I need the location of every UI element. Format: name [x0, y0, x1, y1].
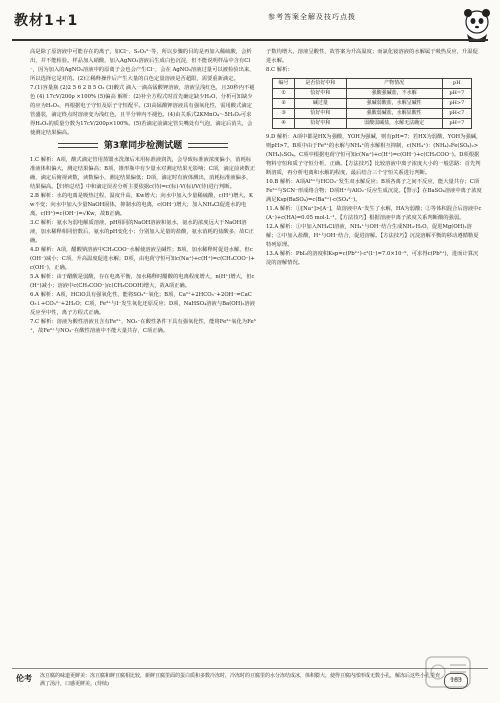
answer-item: 6.A 解析：A项，HClO具有强氧化性，能将SO₃²⁻氧化；B项，Ca²⁺+2HCO₃⁻+2OH⁻=CaCO₃↓+CO₃²⁻+2H₂O；C项，Fe³⁺与I⁻发生氧化还原反应；D项，NaHSO₄溶液与Ba(OH)₂溶液反应至中性，离子方程式正确。 [30, 292, 256, 316]
table-header-cell: 是否恰好中和 [295, 79, 347, 89]
table-header-cell: 产物情况 [346, 79, 442, 89]
table-cell: pH>7 [442, 99, 471, 109]
left-intro-paragraph: 高是除了原溶液中可能存在的离子，如Cl⁻、S₂O₃²⁻等，所以步骤的目的是再加入稀硫酸，会析出，并不能检验。样品加入硝酸，加入AgNO₃溶液后生成白色沉淀，但不能说明样品中含有Cl⁻，因为加入的AgNO₃溶液中的原离子会也会产生Cl⁻，会在 AgNO₃溶液过量可以被检验出来，所以选择它是对的。(2)②稀释操作后产生大量的白色定量溶液是否超限，需要重新滴定。 [30, 49, 255, 82]
header-title: 参考答案全解及技巧点拨 [268, 13, 356, 21]
table-cell: 恰好中和 [295, 119, 347, 129]
left-column [30, 48, 256, 336]
stamp-icon [424, 655, 472, 689]
table-cell: ② [273, 99, 295, 109]
table-cell: pH<7 [442, 109, 471, 119]
answer-item-label: 8.C 解析： [266, 67, 293, 73]
answer-item: 11.A 解析：①[Na⁺]>[A⁻]，故溶液中A⁻发生了水解，HA为弱酸；②等体积混合后溶液中c(A⁻)+c(HA)=0.05 mol·L⁻¹。【方法技巧】根据溶液中离子浓度关系判断酸的强弱。 [266, 206, 482, 221]
answer-item: 10.B 解析：A项Al³⁺与HCO₃⁻发生双水解反应；B项各离子之间不反应，能大量共存；C项Fe³⁺与SCN⁻形成络合物；D项H⁺与AlO₂⁻反应生成沉淀。【警示】在BaSO₄溶液中离子浓度满足Ksp(BaSO₄)=c(Ba²⁺)·c(SO₄²⁻)。 [266, 179, 482, 203]
table-cell: 弱酸弱碱盐，水解无法确定 [346, 119, 442, 129]
footer-logo: 伦考 [16, 674, 32, 683]
answer-item: 1.C 解析：A项，酸式滴定管用蒸馏水洗涤后未用标准液润洗，会导致标准液浓度偏小，消耗标准液体积偏大，测定结果偏高；B项，锥形瓶中有少量水对测定结果无影响；C项，滴定前读数正确，滴定后俯视读数，读数偏小，测定结果偏低；D项，滴定时有液体溅出，消耗标准液偏多，结果偏高。【归纳总结】中和滴定误差分析主要依据c(待)=c(标)·V(标)/V(待)进行判断。 [30, 157, 256, 190]
section-title: 第3章同步检测试题 [30, 142, 256, 151]
page-footer [12, 668, 488, 695]
table-cell: 强酸弱碱盐，水解显酸性 [346, 109, 442, 119]
table-header-cell: pH [442, 79, 471, 89]
table-cell: 恰好中和 [295, 109, 347, 119]
table-row [273, 89, 472, 99]
header-rule [12, 39, 488, 41]
table-header-row [273, 79, 472, 89]
table-cell: pH=7 [442, 89, 471, 99]
table-cell: 强碱弱酸盐，水解呈碱性 [346, 99, 442, 109]
answer-item: 7.C 解析：溶液为酸性溶液且含有Fe²⁺，NO₃⁻在酸性条件下具有强氧化性，能将Fe²⁺氧化为Fe³⁺，故Fe²⁺与NO₃⁻在酸性溶液中不能大量共存，C项正确。 [30, 319, 256, 334]
answer-item: 2.B 解析：水的电离是吸热过程，温度升高，Kw增大；向水中加入少量稀硫酸，c(H⁺)增大，Kw不变；向水中加入少量NaOH固体，抑制水的电离，c(OH⁻)增大；加入NH₄Cl促进水的电离。c(H⁺)=c(OH⁻)=√Kw，故B正确。 [30, 193, 253, 217]
table-header-cell: 编号 [273, 79, 295, 89]
table-row [273, 119, 472, 129]
table-row [273, 99, 472, 109]
right-intro-paragraph: 子数均增大，溶液呈酸性，故答案为升高温度；而氯化铵溶液的水解属于吸热反应，升温促进水解。 [266, 49, 478, 64]
table-cell: ③ [273, 109, 295, 119]
answer-item: 7.(1)容量瓶 (2)2 5 6 2 8 5 O₂ (3)酸式 滴入一滴高锰酸钾溶液，溶液呈浅红色，且30秒内不褪色 (4) 17cV/200ρ ×100% (5)偏高 解析：(2)补全方程式时首先确定缺少H₂O，分析可知缺少的应为H₂O₂，再根据电子守恒及原子守恒配平。(3)高锰酸钾溶液具有强氧化性，需用酸式滴定管盛装，滴定终点时溶液变为浅红色，且半分钟内不褪色。(4)由关系式2KMnO₄～5H₂O₂可求得H₂O₂的质量分数为17cV/200ρ×100%。(5)若滴定前滴定管尖嘴处有气泡，滴定后消失，会使测定结果偏高。 [30, 85, 255, 136]
table-cell: ④ [273, 119, 295, 129]
analysis-table [272, 78, 472, 129]
book-logo: 教材1+1 [14, 13, 79, 29]
table-cell: 恰好中和 [295, 89, 347, 99]
answer-item: 13.A 解析：PbI₂的溶度积Ksp=c(Pb²⁺)·c²(I⁻)=7.0×10⁻⁹，可求得c(Pb²⁺)，进而计算沉淀的溶解情况。 [266, 251, 479, 266]
answer-item: 4.D 解析：A项，醋酸钠溶液中CH₃COO⁻水解使溶液呈碱性；B项，加水稀释时促进水解，但c(OH⁻)减小；C项，升高温度促进水解；D项，由电荷守恒可知c(Na⁺)+c(H⁺)=c(CH₃COO⁻)+c(OH⁻)，正确。 [30, 247, 255, 271]
answer-item: 9.D 解析：A项中都是HX为强酸，YOH为强碱，则有pH=7；若HX为弱酸，YOH为强碱，则pH>7。B项中由于Fe³⁺的水解与NH₄⁺的水解相互抑制，c(NH₄⁺)：(NH₄)₂Fe(SO₄)₂>(NH₄)₂SO₄。C项中根据电荷守恒可知c(Na⁺)+c(H⁺)=c(OH⁻)+c(CH₃COO⁻)。D项根据物料守恒和质子守恒分析，正确。【方法技巧】比较溶液中离子浓度大小的一般思路：首先判断溶质，再分析电离和水解的程度，最后结合三个守恒关系进行判断。 [266, 134, 482, 176]
panda-icon [455, 4, 495, 44]
footer-tip-text: 冻豆腐的味道更鲜美：冻豆腐和鲜豆腐相比较，新鲜豆腐里面的蛋白质和多数冷冻时，冷冻时的豆腐里的水分冻结成冰，体积膨大，使得豆腐内部形成无数小孔，解冻后这些小孔里充满了汤汁，口感更鲜美。(待续) [40, 673, 441, 687]
table-cell: 碱过量 [295, 99, 347, 109]
right-column [266, 48, 482, 268]
answer-item: 12.A 解析：①中加入NH₄Cl溶液，NH₄⁺与OH⁻结合生成NH₃·H₂O，促进Mg(OH)₂溶解；②中加入盐酸，H⁺与OH⁻结合，促进溶解。【方法技巧】沉淀溶解平衡的移动遵循勒夏特列原理。 [266, 224, 479, 248]
table-row [273, 109, 472, 119]
table-cell: ① [273, 89, 295, 99]
answer-item: 3.C 解析：氨水为弱电解质溶液，pH相同的NaOH溶液和氨水，氨水的浓度远大于NaOH溶液，加水稀释相同倍数后，氨水的pH变化小；分别加入足量的盐酸，氨水消耗的盐酸多，故C正确。 [30, 220, 254, 244]
table-cell: 强酸强碱盐，不水解 [346, 89, 442, 99]
page-number: 183 [444, 673, 468, 689]
page-header [0, 0, 500, 44]
table-cell: pH=7 [442, 119, 471, 129]
answer-item: 5.A 解析：由于醋酸是弱酸，存在电离平衡，加水稀释时醋酸的电离程度增大，n(H⁺)增大，但c(H⁺)减小；溶液中c(CH₃COO⁻)/c(CH₃COOH)增大，故A项正确。 [30, 274, 255, 289]
